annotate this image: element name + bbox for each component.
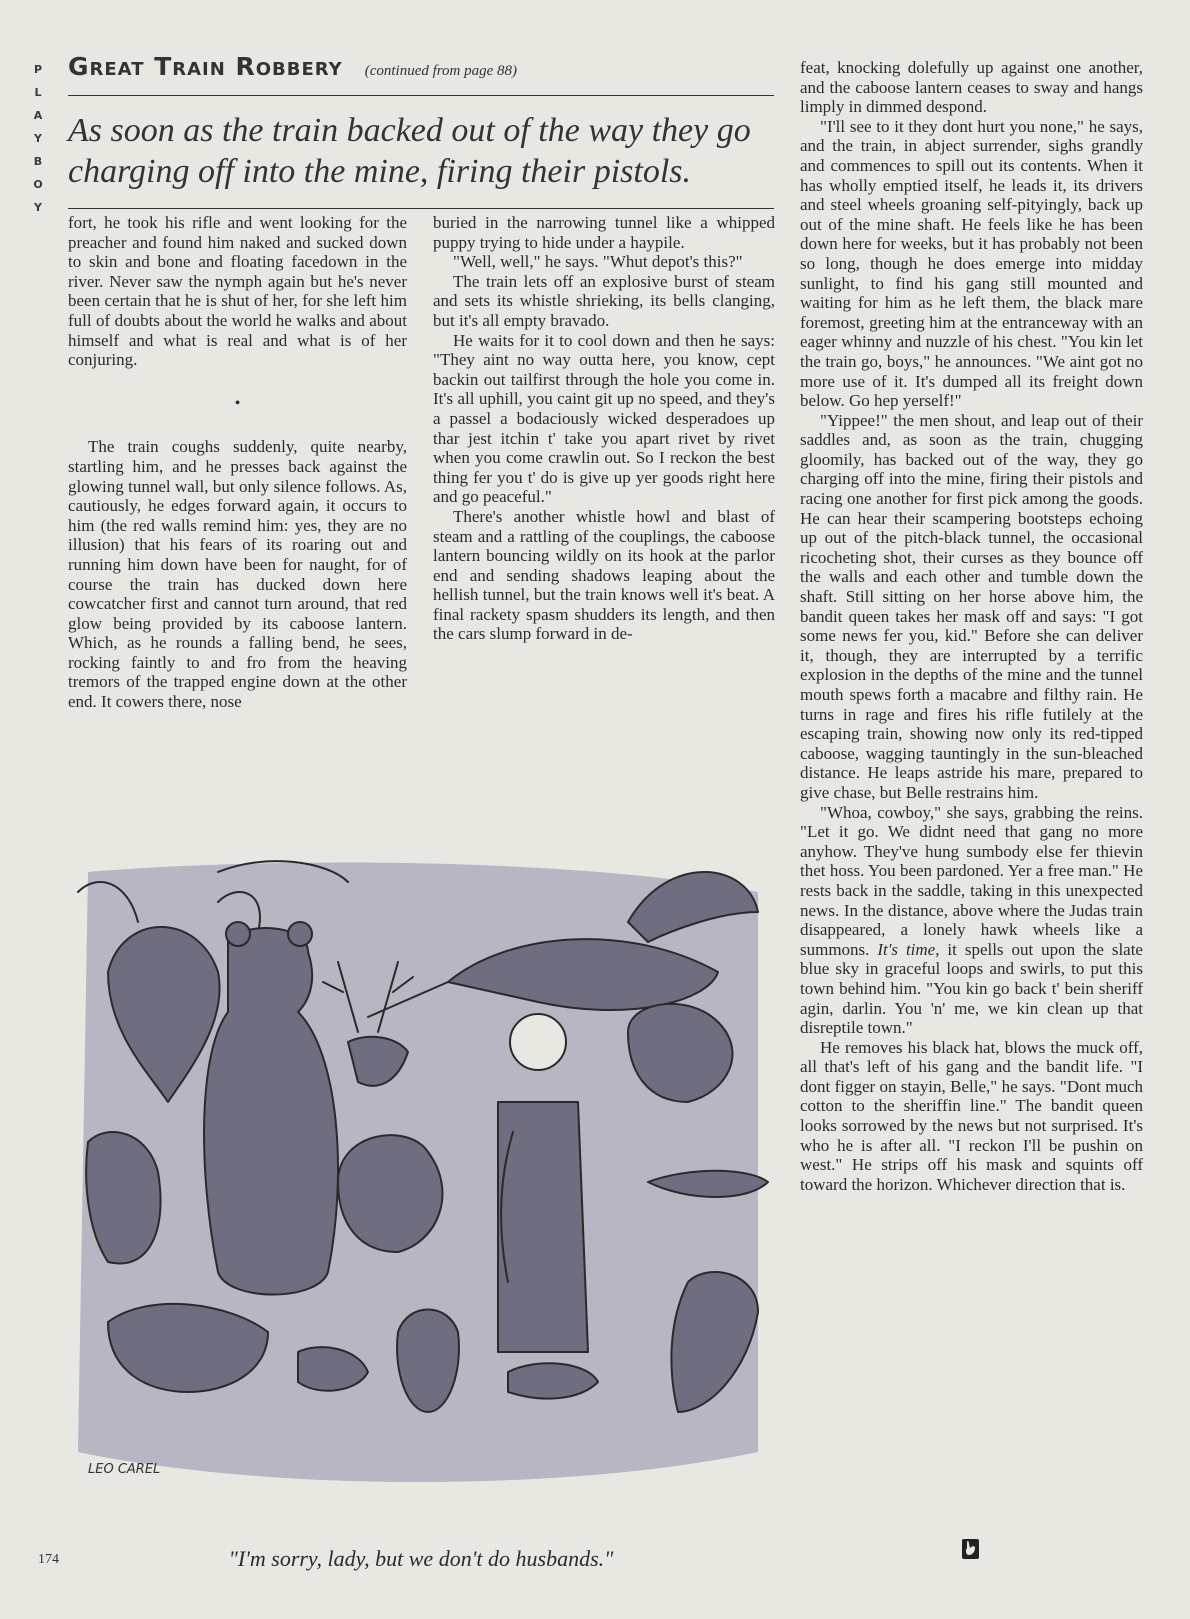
cartoon-illustration bbox=[68, 852, 774, 1528]
paragraph: The train coughs suddenly, quite nearby, startling him, and he presses back against the glowing tunnel wall, but only silence follows. As, cautiously, he edges forward again, it occurs to him (the red walls remind him: yes, they are no illusion) that his fears of its roaring out and running him down have been for naught, for of course the train has ducked down here cowcatcher first and cannot turn around, that red glow being provided by its caboose lantern. Which, as he rounds a falling bend, he sees, rocking faintly to and fro from the heaving tremors of the trapped engine down at the other end. It cowers there, nose bbox=[68, 437, 407, 712]
header-rule bbox=[68, 95, 774, 96]
taxidermy-shop-drawing bbox=[68, 852, 774, 1528]
text-column-3 bbox=[800, 58, 1143, 1194]
article-header bbox=[68, 52, 774, 209]
paragraph: "Well, well," he says. "Whut depot's this?" bbox=[453, 252, 743, 272]
continued-note: (continued from page 88) bbox=[364, 63, 518, 79]
paragraph bbox=[800, 803, 1143, 1038]
article-title: Great Train Robbery bbox=[68, 52, 343, 81]
title-row bbox=[68, 52, 774, 81]
text-run: it spells out upon the slate blue sky in graceful loops and swirls, to put this town behind him. "You kin go back t' bein sheriff agin, darlin. You 'n' me, we kin clean up that disreptile town." bbox=[800, 939, 1143, 1038]
paragraph: "Yippee!" the men shout, and leap out of their saddles and, as soon as the train, chugging gloomily, has backed out of the way, they go charging off into the mine, firing their pistols and racing one another for first pick among the goods. He can hear their scampering bootsteps echoing up out of the pitch-black tunnel, the occasional ricocheting shot, their curses as they bounce off the walls and each other and tumble down the shaft. Still sitting on her horse above him, the bandit queen takes her mask off and says: "I got some news fer you, kid." Before she can deliver it, though, they are interrupted by a terrific explosion in the depths of the mine and the tunnel mouth spews forth a macabre and filthy rain. He turns in rage and fires his rifle futilely at the escaping train, showing now only its red-tipped caboose, wagging tauntingly in the sun-bleached distance. He leaps astride his mare, prepared to give chase, but Belle restrains him. bbox=[800, 410, 1143, 802]
section-separator: • bbox=[234, 394, 241, 412]
paragraph: feat, knocking dolefully up against one another, and the caboose lantern ceases to sway and hangs limply in dimmed despond. bbox=[800, 58, 1143, 117]
paragraph: He waits for it to cool down and then he says: "They aint no way outta here, you know, cept backin out tailfirst through the hole you come in. It's all uphill, you caint git up no speed, and they's a passel a bodaciously wicked desperadoes up thar jest itchin t' take you apart rivet by rivet when you come crawlin out. So I reckon the best thing fer you t' do is give up yer goods right here and go peaceful." bbox=[433, 330, 775, 507]
rabbit-head-icon bbox=[962, 1539, 979, 1559]
text-column-1 bbox=[68, 213, 407, 712]
deck-rule bbox=[68, 208, 774, 209]
magazine-side-label bbox=[28, 58, 48, 219]
side-letter: Y bbox=[34, 201, 42, 214]
paragraph: The train lets off an explosive burst of steam and sets its whistle shrieking, its bells clanging, but it's all empty bravado. bbox=[433, 271, 775, 330]
pull-quote: As soon as the train backed out of the way they go charging off into the mine, firing their pistols. bbox=[68, 112, 751, 190]
text-column-2 bbox=[433, 213, 775, 644]
paragraph: He removes his black hat, blows the muck off, all that's left of his gang and the bandit life. "I dont figger on stayin, Belle," he says. "Dont much cotton to the sheriffin line." The bandit queen looks sorrowed by the news but not surprised. It's who he is after all. "I reckon I'll be pushin on west." He strips off his mask and squints off toward the horizon. Whichever direction that is. bbox=[800, 1037, 1143, 1194]
text-run: "Whoa, cowboy," she says, grabbing the reins. "Let it go. We didnt need that gang no more anyhow. They've hung sumbody else fer thievin thet hoss. You been pardoned. Yer a free man." He rests back in the saddle, taking in this unexpected news. In the distance, above where the Judas train disappeared, a lonely hawk wheels like a summons. bbox=[800, 802, 1143, 959]
cartoon-caption: "I'm sorry, lady, but we don't do husbands." bbox=[228, 1546, 614, 1571]
side-letter: P bbox=[33, 63, 43, 76]
artist-signature: LEO CAREL bbox=[88, 1462, 161, 1477]
side-letter: A bbox=[33, 109, 43, 122]
italic-run: It's time, bbox=[877, 939, 940, 959]
side-letter: L bbox=[34, 86, 42, 99]
paragraph: "I'll see to it they dont hurt you none," he says, and the train, in abject surrender, sighs grandly and commences to spill out its contents. When it has wholly emptied itself, he leads it, its drivers and steel wheels groaning self-pityingly, back up out of the mine shaft. He feels like he has been down here for weeks, but it has probably not been so long, though he does emerge into midday sunlight, to find his gang still mounted and waiting for him as he left them, the black mare foremost, greeting him at the entranceway with an eager whinny and nuzzle of his chest. "You kin let the train go, boys," he announces. "We aint got no more use of it. It's dumped all its freight down below. Go hep yerself!" bbox=[800, 116, 1143, 411]
paragraph: There's another whistle howl and blast of steam and a rattling of the couplings, the caboose lantern bouncing wildly on its hook at the parlor end and sending shadows leaping about the hellish tunnel, but the train knows well it's beat. A final rackety spasm shudders its length, and then the cars slump forward in de- bbox=[433, 506, 775, 644]
page-number: 174 bbox=[38, 1552, 59, 1567]
paragraph: fort, he took his rifle and went looking for the preacher and found him naked and sucked down to skin and bone and floating facedown in the river. Never saw the nymph again but he's never been certain that he is shut of her, for she left him full of doubts about the world he walks and about himself and what is real and what is of her conjuring. bbox=[68, 213, 407, 370]
rabbit-end-mark-icon bbox=[962, 1539, 979, 1559]
side-letter: B bbox=[33, 155, 43, 168]
side-letter: O bbox=[33, 178, 43, 191]
side-letter: Y bbox=[34, 132, 42, 145]
paragraph: buried in the narrowing tunnel like a whipped puppy trying to hide under a haypile. bbox=[433, 213, 775, 252]
